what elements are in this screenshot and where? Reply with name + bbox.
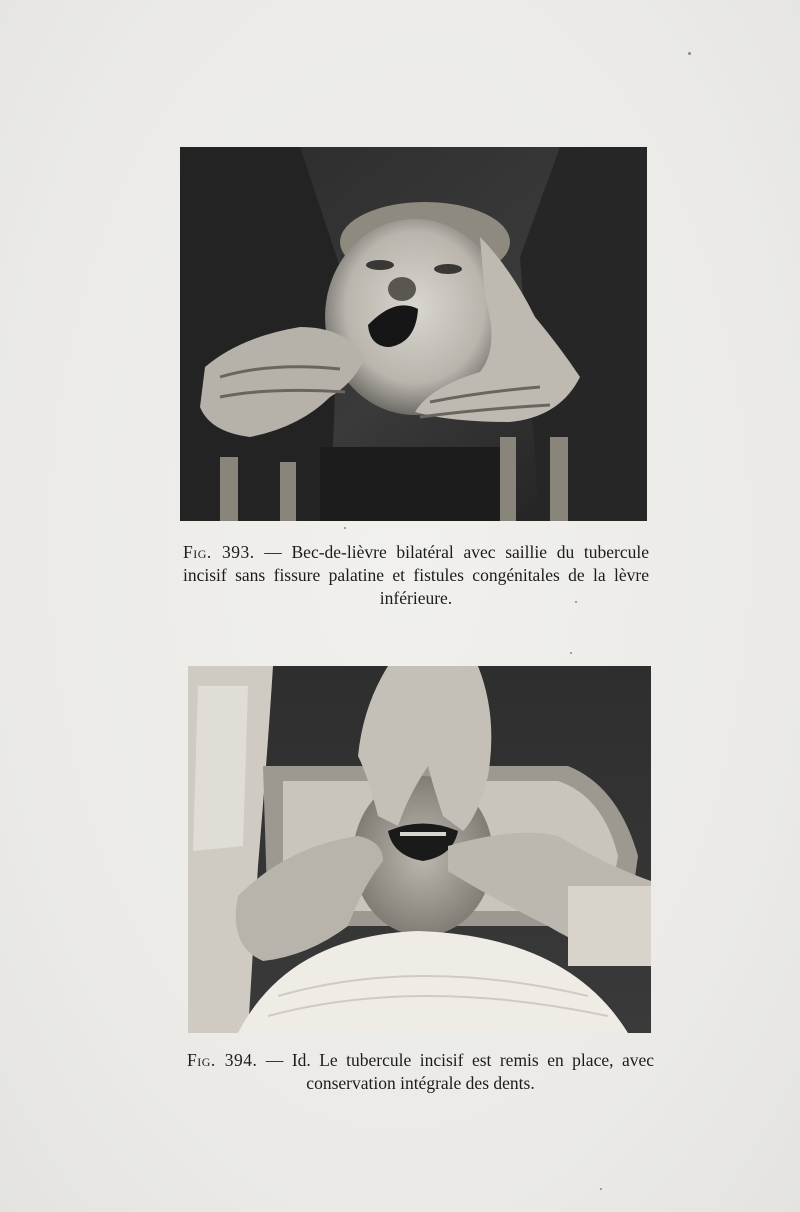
figure-393-photograph	[180, 147, 647, 521]
figure-393-caption	[183, 541, 649, 610]
paper-speck	[600, 1188, 602, 1190]
figure-394-photograph	[188, 666, 651, 1033]
figure-394-caption	[187, 1049, 654, 1095]
paper-speck	[575, 601, 577, 603]
figure-393-label: Fig. 393.	[183, 542, 255, 562]
figure-393-caption-text: — Bec-de-lièvre bilatéral avec saillie du tubercule incisif sans fissure palatine et fistules congénitales de la lèvre inférieure.	[183, 542, 649, 608]
paper-speck	[344, 527, 346, 529]
figure-394-caption-text: — Id. Le tubercule incisif est remis en place, avec conservation intégrale des dents.	[257, 1050, 654, 1093]
figure-394-label: Fig. 394.	[187, 1050, 258, 1070]
paper-speck	[688, 52, 691, 55]
paper-speck	[570, 652, 572, 654]
